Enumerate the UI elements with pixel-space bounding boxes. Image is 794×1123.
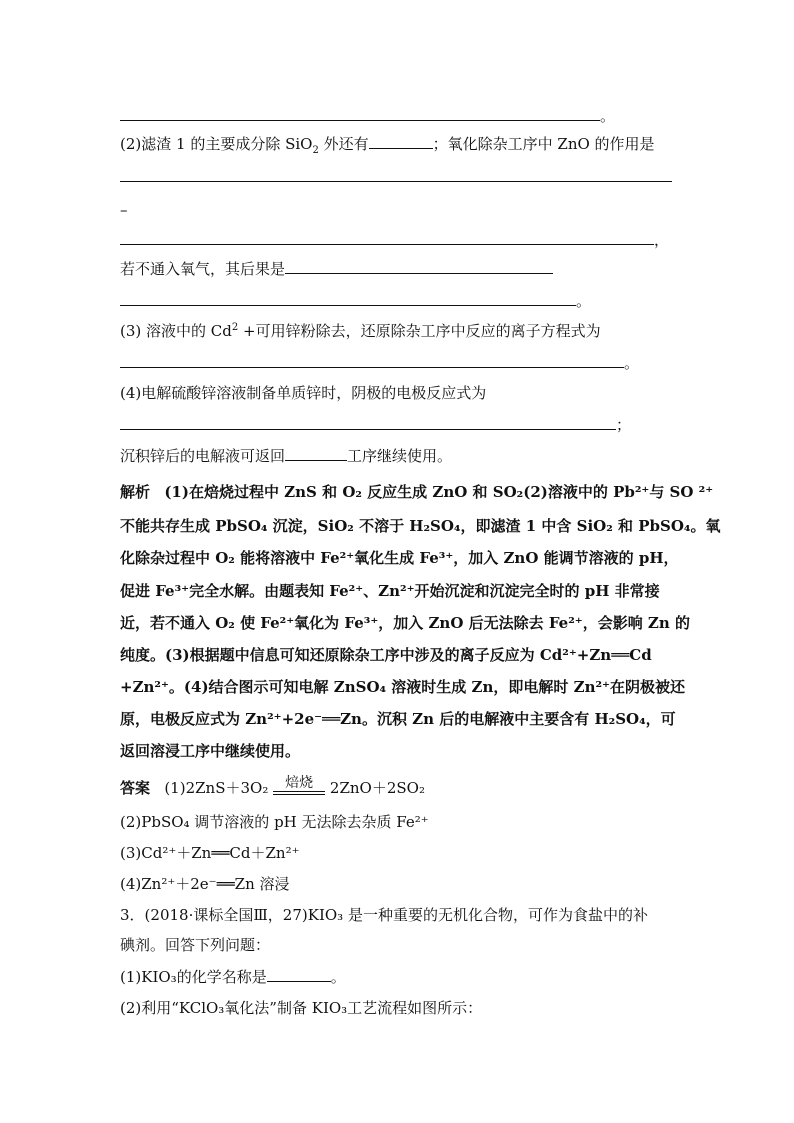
ionic-equation-line: 。 bbox=[120, 353, 639, 373]
answer-line-1: 。 bbox=[120, 106, 615, 126]
answer-line-2: (2)PbSO₄ 调节溶液的 pH 无法除去杂质 Fe²⁺ bbox=[120, 813, 429, 831]
q3-line-2: 碘剂。回答下列问题： bbox=[120, 936, 271, 954]
consequence-blank[interactable] bbox=[285, 259, 553, 274]
ionic-equation-blank[interactable] bbox=[120, 353, 624, 368]
blank-line[interactable] bbox=[120, 230, 654, 245]
analysis-line-8: 原，电极反应式为 Zn²⁺+2e⁻══Zn。沉积 Zn 后的电解液中主要含有 H₂SO₄，可 bbox=[120, 710, 676, 728]
answer-line-1: 答案 (1)2ZnS＋3O₂ 焙烧 2ZnO＋2SO₂ bbox=[120, 775, 425, 797]
consequence-line-2: 。 bbox=[120, 291, 591, 311]
answer-line-3: (3)Cd²⁺＋Zn══Cd＋Zn²⁺ bbox=[120, 844, 300, 862]
analysis-line-2: 不能共存生成 PbSO₄ 沉淀，SiO₂ 不溶于 H₂SO₄，即滤渣 1 中含 SiO₂ 和 PbSO₄。氧 bbox=[120, 517, 721, 535]
return-line: 沉积锌后的电解液可返回 工序继续使用。 bbox=[120, 447, 453, 465]
q3-part2-line: (2)利用“KClO₃氧化法”制备 KIO₃工艺流程如图所示： bbox=[120, 999, 483, 1017]
no-oxygen-line: 若不通入氧气，其后果是 bbox=[120, 259, 553, 279]
analysis-label: 解析 bbox=[120, 483, 151, 501]
dash-mark: – bbox=[120, 201, 128, 219]
analysis-line-5: 近，若不通入 O₂ 使 Fe²⁺氧化为 Fe³⁺，加入 ZnO 后无法除去 Fe²⁺，会影响 Zn 的 bbox=[120, 614, 690, 632]
analysis-line-9: 返回溶浸工序中继续使用。 bbox=[120, 742, 301, 760]
analysis-line-3: 化除杂过程中 O₂ 能将溶液中 Fe²⁺氧化生成 Fe³⁺，加入 ZnO 能调节溶液的 pH， bbox=[120, 549, 679, 567]
part2-line: (2)滤渣 1 的主要成分除 SiO$_2$ 外还有 ；氧化除杂工序中 ZnO 的作用是 bbox=[120, 135, 655, 156]
q3-line-1: 3．(2018·课标全国Ⅲ，27)KIO₃ 是一种重要的无机化合物，可作为食盐中的补 bbox=[120, 906, 648, 924]
analysis-line-7: +Zn²⁺。(4)结合图示可知电解 ZnSO₄ 溶液时生成 Zn，即电解时 Zn²⁺在阴极被还 bbox=[120, 678, 685, 696]
part4-line: (4)电解硫酸锌溶液制备单质锌时，阴极的电极反应式为 bbox=[120, 384, 487, 402]
part3-line: (3) 溶液中的 Cd$^2$ +可用锌粉除去，还原除杂工序中反应的离子方程式为 bbox=[120, 322, 601, 340]
analysis-line-4: 促进 Fe³⁺完全水解。由题表知 Fe²⁺、Zn²⁺开始沉淀和沉淀完全时的 pH 非常接 bbox=[120, 582, 660, 600]
answer-label: 答案 bbox=[120, 779, 151, 797]
process-blank[interactable] bbox=[285, 446, 347, 461]
answer-line-4: (4)Zn²⁺＋2e⁻══Zn 溶浸 bbox=[120, 875, 290, 893]
analysis-line-1: 解析 (1)在焙烧过程中 ZnS 和 O₂ 反应生成 ZnO 和 SO₂(2)溶液中的 Pb²⁺与 SO ²⁺ bbox=[120, 483, 714, 501]
cathode-equation-line: ； bbox=[120, 415, 631, 435]
blank-line[interactable] bbox=[120, 291, 576, 306]
blank-line[interactable] bbox=[120, 106, 600, 121]
chem-name-blank[interactable] bbox=[267, 967, 331, 982]
analysis-line-6: 纯度。(3)根据题中信息可知还原除杂工序中涉及的离子反应为 Cd²⁺+Zn══Cd bbox=[120, 646, 652, 664]
q3-part1-line: (1)KIO₃的化学名称是 。 bbox=[120, 968, 346, 986]
reaction-condition-arrow: 焙烧 bbox=[273, 791, 325, 795]
cathode-equation-blank[interactable] bbox=[120, 415, 616, 430]
zno-answer-rule-1[interactable] bbox=[120, 181, 672, 182]
residue-blank[interactable] bbox=[369, 134, 433, 149]
zno-answer-line-2: ， bbox=[120, 230, 669, 250]
